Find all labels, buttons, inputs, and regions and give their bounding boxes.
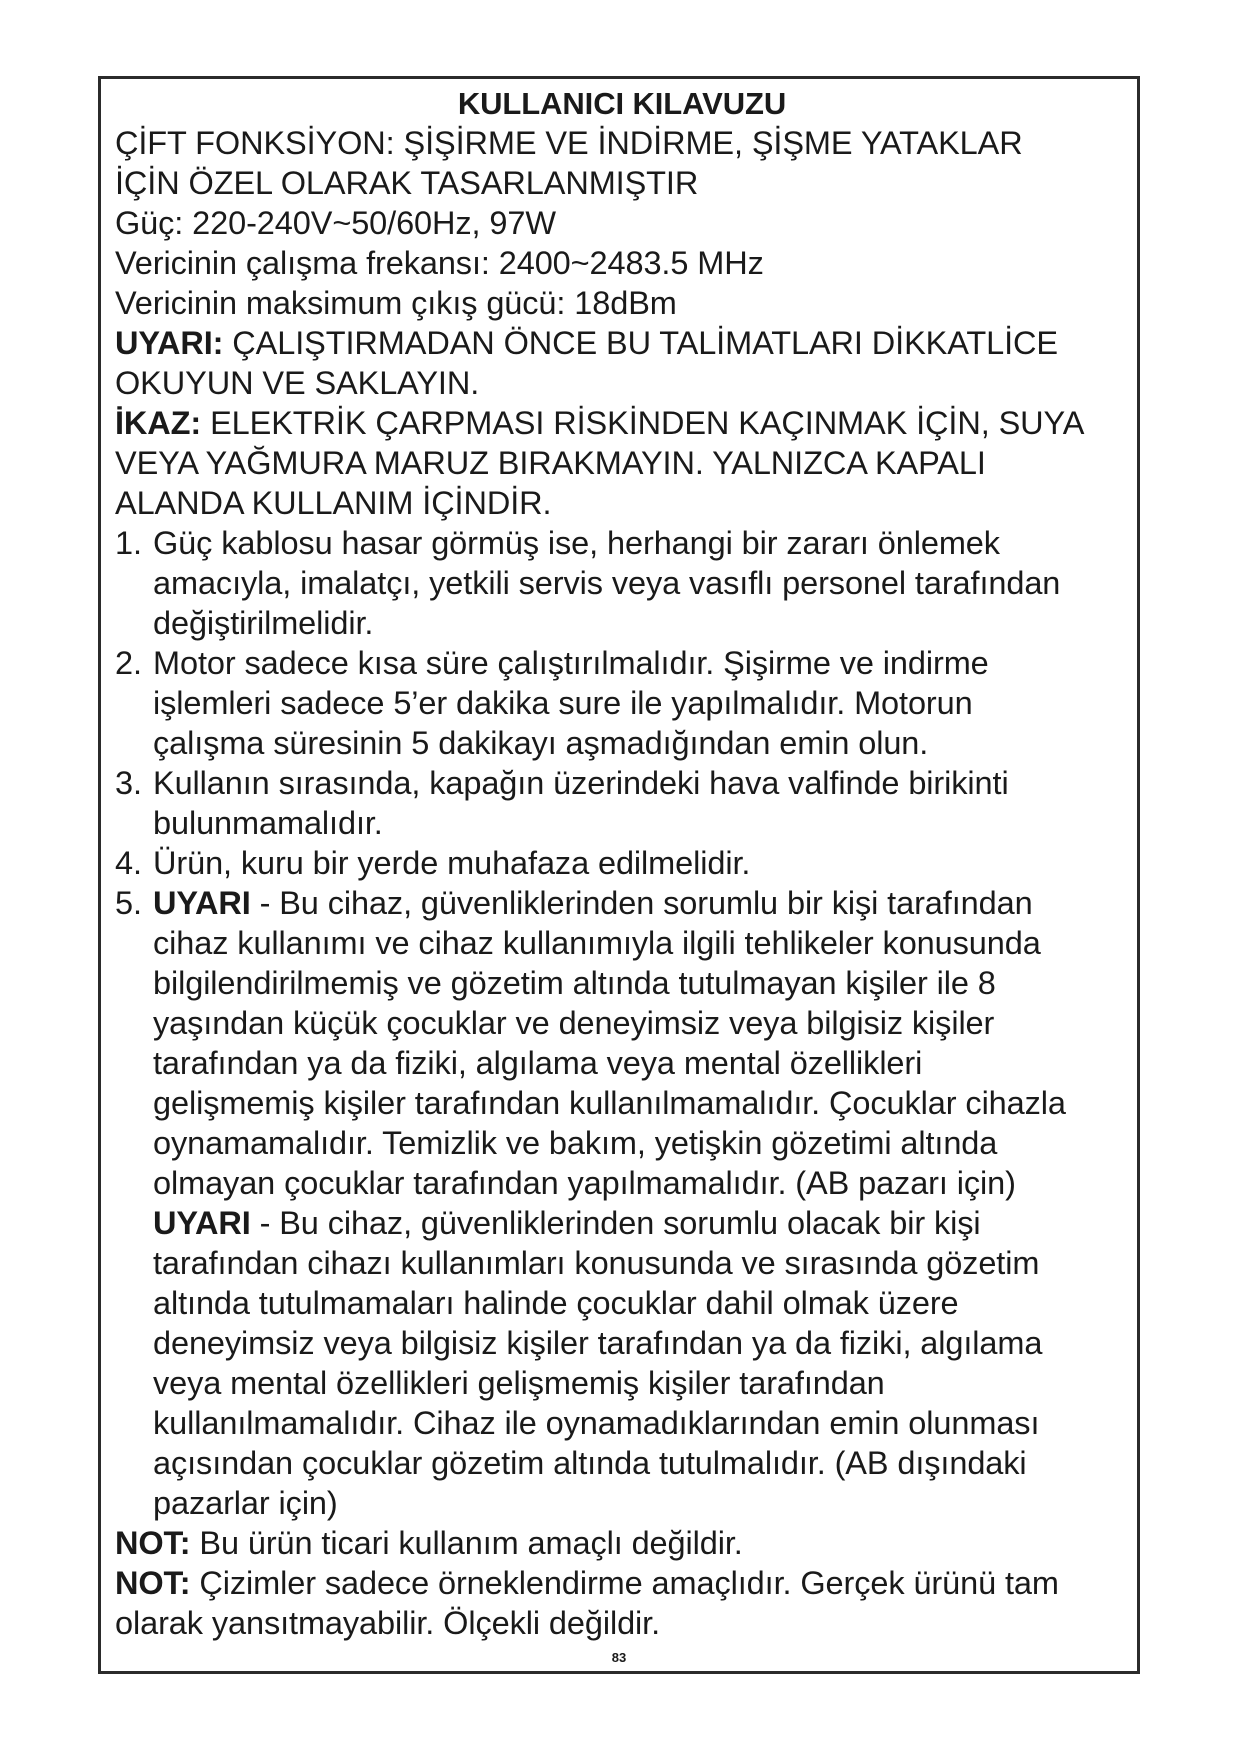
list-item: [115, 523, 1129, 643]
spec-frequency: Vericinin çalışma frekansı: 2400~2483.5 MHz: [115, 245, 764, 281]
item-line: cihaz kullanımı ve cihaz kullanımıyla ilgili tehlikeler konusunda: [153, 925, 1041, 961]
note-paragraph: [115, 1523, 1129, 1563]
item-line: işlemleri sadece 5’er dakika sure ile yapılmalıdır. Motorun: [153, 685, 973, 721]
item-line: bilgilendirilmemiş ve gözetim altında tutulmayan kişiler ile 8: [153, 965, 996, 1001]
note-text: Çizimler sadece örneklendirme amaçlıdır. Gerçek ürünü tam: [190, 1565, 1059, 1601]
instruction-box: [98, 76, 1140, 1674]
sub-warning-line: [153, 1203, 1129, 1243]
intro-paragraph: [115, 123, 1129, 203]
item-line: yaşından küçük çocuklar ve deneyimsiz veya bilgisiz kişiler: [153, 1005, 995, 1041]
spec-power: Güç: 220-240V~50/60Hz, 97W: [115, 205, 556, 241]
list-item: [115, 643, 1129, 763]
caution-text: ELEKTRİK ÇARPMASI RİSKİNDEN KAÇINMAK İÇİN, SUYA: [201, 405, 1085, 441]
item-line: Güç kablosu hasar görmüş ise, herhangi bir zararı önlemek: [153, 525, 1000, 561]
page-number: 83: [611, 1650, 627, 1665]
item-line: oynamamalıdır. Temizlik ve bakım, yetişkin gözetimi altında: [153, 1125, 998, 1161]
sub-warning-label: UYARI: [153, 1205, 251, 1241]
caution-line: VEYA YAĞMURA MARUZ BIRAKMAYIN. YALNIZCA KAPALI: [115, 445, 986, 481]
instruction-list: [115, 523, 1129, 1203]
item-line: bulunmamalıdır.: [153, 805, 383, 841]
list-item: [115, 883, 1129, 1203]
item-line: tarafından ya da fiziki, algılama veya mental özellikleri: [153, 1045, 923, 1081]
document-title: KULLANICI KILAVUZU: [457, 86, 787, 121]
sub-warning-line: deneyimsiz veya bilgisiz kişiler tarafından ya da fiziki, algılama: [153, 1325, 1043, 1361]
sub-warning-line: altında tutulmamaları halinde çocuklar dahil olmak üzere: [153, 1285, 959, 1321]
note-label: NOT:: [115, 1565, 191, 1601]
caution-paragraph: [115, 403, 1129, 523]
item-number: 2.: [115, 645, 142, 681]
sub-warning-line: kullanılmamalıdır. Cihaz ile oynamadıklarından emin olunması: [153, 1405, 1040, 1441]
item-line: gelişmemiş kişiler tarafından kullanılmamalıdır. Çocuklar cihazla: [153, 1085, 1066, 1121]
instruction-content: [115, 85, 1129, 1643]
sub-warning-line: tarafından cihazı kullanımları konusunda ve sırasında gözetim: [153, 1245, 1040, 1281]
item-line: Kullanın sırasında, kapağın üzerindeki hava valfinde birikinti: [153, 765, 1009, 801]
item-line: [153, 883, 1129, 923]
item-number: 4.: [115, 845, 142, 881]
item-number: 5.: [115, 885, 142, 921]
note-label: NOT:: [115, 1525, 191, 1561]
item-number: 1.: [115, 525, 142, 561]
spec-output: Vericinin maksimum çıkış gücü: 18dBm: [115, 285, 677, 321]
warning-line: OKUYUN VE SAKLAYIN.: [115, 365, 480, 401]
intro-line: ÇİFT FONKSİYON: ŞİŞİRME VE İNDİRME, ŞİŞME YATAKLAR: [115, 125, 1023, 161]
warning-paragraph: [115, 323, 1129, 403]
item-line: Ürün, kuru bir yerde muhafaza edilmelidir.: [153, 845, 751, 881]
specifications: [115, 203, 1129, 323]
sub-warning-line: pazarlar için): [153, 1485, 338, 1521]
item-warning-label: UYARI: [153, 885, 251, 921]
warning-text: ÇALIŞTIRMADAN ÖNCE BU TALİMATLARI DİKKATLİCE: [223, 325, 1059, 361]
list-item: [115, 763, 1129, 843]
note-line: olarak yansıtmayabilir. Ölçekli değildir.: [115, 1605, 661, 1641]
warning-label: UYARI:: [115, 325, 224, 361]
caution-label: İKAZ:: [115, 405, 202, 441]
warning-line: [115, 323, 1129, 363]
sub-warning-text: - Bu cihaz, güvenliklerinden sorumlu olacak bir kişi: [250, 1205, 981, 1241]
note-text: Bu ürün ticari kullanım amaçlı değildir.: [190, 1525, 743, 1561]
caution-line: ALANDA KULLANIM İÇİNDİR.: [115, 485, 552, 521]
note-paragraph: [115, 1563, 1129, 1643]
item-line: olmayan çocuklar tarafından yapılmamalıdır. (AB pazarı için): [153, 1165, 1016, 1201]
item-line: değiştirilmelidir.: [153, 605, 374, 641]
item-line: Motor sadece kısa süre çalıştırılmalıdır. Şişirme ve indirme: [153, 645, 989, 681]
sub-warning-line: veya mental özellikleri gelişmemiş kişiler tarafından: [153, 1365, 885, 1401]
sub-warning-line: açısından çocuklar gözetim altında tutulmalıdır. (AB dışındaki: [153, 1445, 1027, 1481]
intro-line: İÇİN ÖZEL OLARAK TASARLANMIŞTIR: [115, 165, 699, 201]
item-warning-text: - Bu cihaz, güvenliklerinden sorumlu bir kişi tarafından: [250, 885, 1033, 921]
item-line: çalışma süresinin 5 dakikayı aşmadığından emin olun.: [153, 725, 929, 761]
note-line: [115, 1563, 1129, 1603]
item-line: amacıyla, imalatçı, yetkili servis veya vasıflı personel tarafından: [153, 565, 1061, 601]
sub-warning-paragraph: [115, 1203, 1129, 1523]
note-line: [115, 1523, 1129, 1563]
list-item: [115, 843, 1129, 883]
caution-line: [115, 403, 1129, 443]
item-number: 3.: [115, 765, 142, 801]
